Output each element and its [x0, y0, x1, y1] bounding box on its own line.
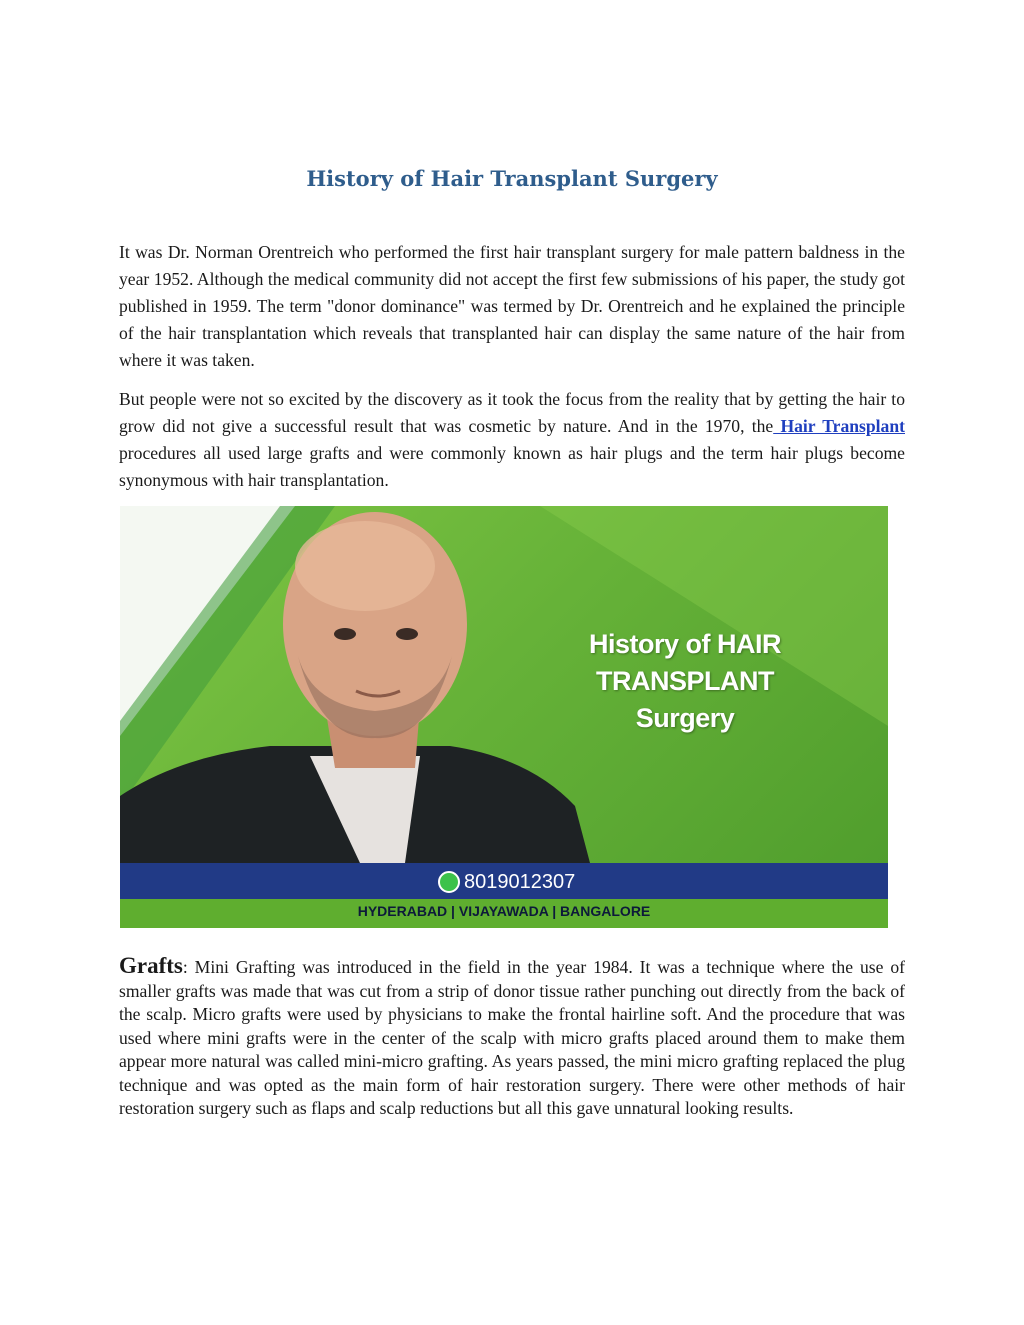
left-eye	[334, 628, 356, 640]
banner-image	[120, 506, 888, 928]
banner-heading-line: History of HAIR	[588, 629, 781, 659]
paragraph-text: procedures all used large grafts and were commonly known as hair plugs and the term hair plugs become synonymous with hair transplantation.	[119, 443, 905, 490]
paragraph-text: : Mini Grafting was introduced in the field in the year 1984. It was a technique where the use of smaller grafts was made that was cut from a strip of donor tissue rather punching out directly from the back of the scalp. Micro grafts were used by physicians to make the frontal hairline soft. And the procedure that was used where mini grafts were in the center of the scalp with micro grafts placed around them to make them appear more natural was called mini-micro grafting. As years passed, the mini micro grafting replaced the plug technique and was opted as the main form of hair restoration surgery. There were other methods of hair restoration surgery such as flaps and scalp reductions but all this gave unnatural looking results.	[119, 957, 905, 1118]
head-highlight	[295, 521, 435, 611]
whatsapp-icon	[438, 871, 460, 893]
phone-number: 8019012307	[464, 870, 576, 893]
paragraph-grafts	[119, 954, 905, 1121]
paragraph-origins: It was Dr. Norman Orentreich who performed the first hair transplant surgery for male pattern baldness in the year 1952. Although the medical community did not accept the first few submissions of his paper, the study got published in 1959. The term "donor dominance" was termed by Dr. Orentreich and he explained the principle of the hair transplantation which reveals that transplanted hair can display the same nature of the hair from where it was taken.	[119, 242, 905, 370]
banner-heading-line: TRANSPLANT	[596, 666, 774, 696]
hair-transplant-link[interactable]: Hair Transplant	[773, 416, 905, 436]
cities-text: HYDERABAD | VIJAYAWADA | BANGALORE	[357, 903, 651, 919]
grafts-heading: Grafts	[119, 953, 183, 978]
page-title: History of Hair Transplant Surgery	[306, 166, 718, 191]
banner-heading	[550, 626, 820, 737]
paragraph-text: But people were not so excited by the discovery as it took the focus from the reality that by getting the hair to grow did not give a successful result that was cosmetic by nature. And in the 1970, the	[119, 389, 905, 436]
right-eye	[396, 628, 418, 640]
paragraph-hair-plugs	[119, 386, 905, 494]
phone-contact	[438, 868, 575, 896]
banner-heading-line: Surgery	[635, 703, 735, 733]
